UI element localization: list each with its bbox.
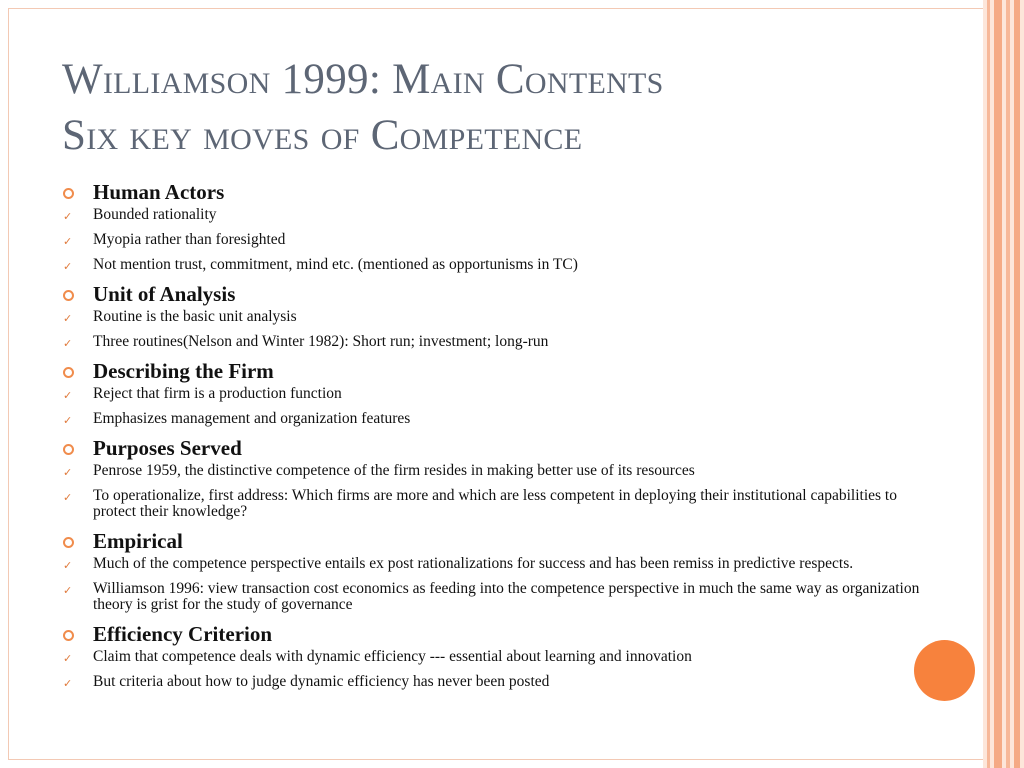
list-item [62,334,922,350]
list-item-text: But criteria about how to judge dynamic efficiency has never been posted [93,673,550,690]
list-item-text: To operationalize, first address: Which firms are more and which are less competent in deploying their institutional capabilities to protect their knowledge? [93,487,897,520]
checkmark-icon: ✓ [63,652,73,665]
slide-content [62,180,922,699]
list-item-text: Three routines(Nelson and Winter 1982): Short run; investment; long-run [93,333,549,350]
list-item [62,232,922,248]
ring-bullet-icon [63,444,74,455]
decorative-stripe [1006,0,1010,768]
list-item-text: Emphasizes management and organization features [93,410,411,427]
list-item-text: Claim that competence deals with dynamic efficiency --- essential about learning and innovation [93,648,692,665]
list-item-text: Much of the competence perspective entails ex post rationalizations for success and has been remiss in predictive respects. [93,555,854,572]
list-item [62,207,922,223]
checkmark-icon: ✓ [63,235,73,248]
list-item [62,674,922,690]
checkmark-icon: ✓ [63,466,73,479]
checkmark-icon: ✓ [63,210,73,223]
decorative-circle [914,640,975,701]
decorative-stripe [987,0,990,768]
list-item [62,309,922,325]
ring-bullet-icon [63,537,74,548]
list-item-text: Not mention trust, commitment, mind etc. (mentioned as opportunisms in TC) [93,256,578,273]
checkmark-icon: ✓ [63,414,73,427]
title-line-1: Williamson 1999: Main Contents [62,56,664,103]
section-heading [62,436,922,461]
list-item [62,257,922,273]
ring-bullet-icon [63,290,74,301]
ring-bullet-icon [63,188,74,199]
list-item-text: Reject that firm is a production function [93,385,342,402]
checkmark-icon: ✓ [63,389,73,402]
decorative-stripe [1014,0,1020,768]
section-heading-text: Human Actors [93,180,225,204]
list-item-text: Routine is the basic unit analysis [93,308,297,325]
list-item [62,488,922,520]
section-heading [62,529,922,554]
checkmark-icon: ✓ [63,677,73,690]
title-line-2: Six key moves of Competence [62,112,583,159]
checkmark-icon: ✓ [63,337,73,350]
section-heading-text: Describing the Firm [93,359,274,383]
checkmark-icon: ✓ [63,312,73,325]
list-item [62,411,922,427]
list-item-text: Williamson 1996: view transaction cost economics as feeding into the competence perspective in much the same way as organization theory is grist for the study of governance [93,580,920,613]
list-item [62,463,922,479]
ring-bullet-icon [63,367,74,378]
list-item [62,556,922,572]
section-heading-text: Efficiency Criterion [93,622,273,646]
checkmark-icon: ✓ [63,491,73,504]
section-heading-text: Purposes Served [93,436,242,460]
section-heading-text: Empirical [93,529,183,553]
section-heading [62,282,922,307]
checkmark-icon: ✓ [63,260,73,273]
list-item-text: Penrose 1959, the distinctive competence of the firm resides in making better use of its resources [93,462,695,479]
checkmark-icon: ✓ [63,559,73,572]
section-heading [62,622,922,647]
slide-title [62,52,962,164]
list-item-text: Bounded rationality [93,206,217,223]
checkmark-icon: ✓ [63,584,73,597]
list-item [62,649,922,665]
section-heading [62,180,922,205]
decorative-stripe [994,0,1002,768]
list-item [62,581,922,613]
list-item-text: Myopia rather than foresighted [93,231,286,248]
list-item [62,386,922,402]
ring-bullet-icon [63,630,74,641]
section-heading [62,359,922,384]
section-heading-text: Unit of Analysis [93,282,236,306]
